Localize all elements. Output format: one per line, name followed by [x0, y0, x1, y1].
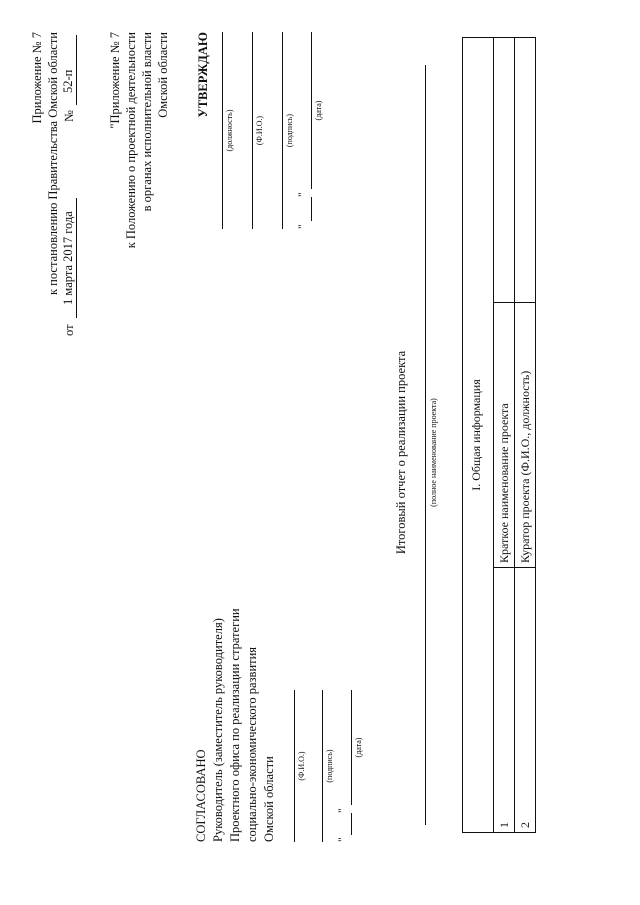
row-value[interactable] — [494, 38, 515, 303]
approve-position-line — [222, 32, 223, 229]
number-prefix: № — [62, 110, 76, 122]
approve-date-line — [311, 32, 312, 189]
table-header-row — [463, 38, 494, 833]
row-label: Краткое наименование проекта — [494, 303, 515, 568]
number-value: 52-п — [61, 69, 75, 93]
approve-position-caption: (должность) — [225, 109, 234, 152]
appendix-title: Приложение № 7 — [30, 32, 44, 124]
project-name-line — [425, 65, 426, 825]
approve-day-line — [311, 197, 312, 221]
decree-line: к постановлению Правительства Омской области — [46, 32, 60, 296]
regulation-line-4: Омской области — [156, 32, 170, 118]
general-info-table — [462, 37, 536, 833]
date-value: 1 марта 2017 года — [61, 211, 75, 305]
agreed-signature-caption: (подпись) — [325, 749, 334, 783]
report-title: Итоговый отчет о реализации проекта — [394, 350, 408, 555]
date-prefix: от — [62, 324, 76, 336]
approve-date-caption: (дата) — [314, 100, 323, 121]
agreed-line-1: Руководитель (заместитель руководителя) — [211, 618, 225, 842]
agreed-date-line — [351, 690, 352, 805]
agreed-quote-open: " — [337, 837, 349, 842]
approve-quote-close: " — [297, 192, 309, 197]
agreed-signature-line — [322, 690, 323, 842]
table-row — [515, 38, 536, 833]
date-underline — [76, 198, 77, 318]
project-name-caption: (полное наименование проекта) — [429, 398, 438, 507]
row-number: 1 — [494, 568, 515, 833]
agreed-line-4: Омской области — [262, 756, 276, 842]
approve-fio-caption: (Ф.И.О.) — [255, 115, 264, 146]
number-underline — [76, 35, 77, 105]
agreed-date-caption: (дата) — [354, 737, 363, 758]
row-number: 2 — [515, 568, 536, 833]
agreed-title: СОГЛАСОВАНО — [194, 749, 208, 842]
agreed-fio-line — [294, 690, 295, 842]
agreed-day-line — [351, 813, 352, 835]
approve-signature-caption: (подпись) — [285, 113, 294, 148]
row-label: Куратор проекта (Ф.И.О., должность) — [515, 303, 536, 568]
agreed-line-2: Проектного офиса по реализации стратегии — [228, 608, 242, 842]
agreed-fio-caption: (Ф.И.О.) — [297, 751, 306, 781]
regulation-line-1: "Приложение № 7 — [108, 32, 122, 129]
row-value[interactable] — [515, 38, 536, 303]
regulation-line-3: в органах исполнительной власти — [140, 32, 154, 212]
regulation-line-2: к Положению о проектной деятельности — [124, 32, 138, 249]
section-title: I. Общая информация — [463, 38, 494, 833]
approve-fio-line — [252, 32, 253, 229]
table-row — [494, 38, 515, 833]
approve-title: УТВЕРЖДАЮ — [196, 32, 210, 118]
approve-quote-open: " — [297, 224, 309, 229]
approve-signature-line — [282, 32, 283, 229]
agreed-line-3: социально-экономического развития — [245, 646, 259, 842]
agreed-quote-close: " — [337, 808, 349, 813]
